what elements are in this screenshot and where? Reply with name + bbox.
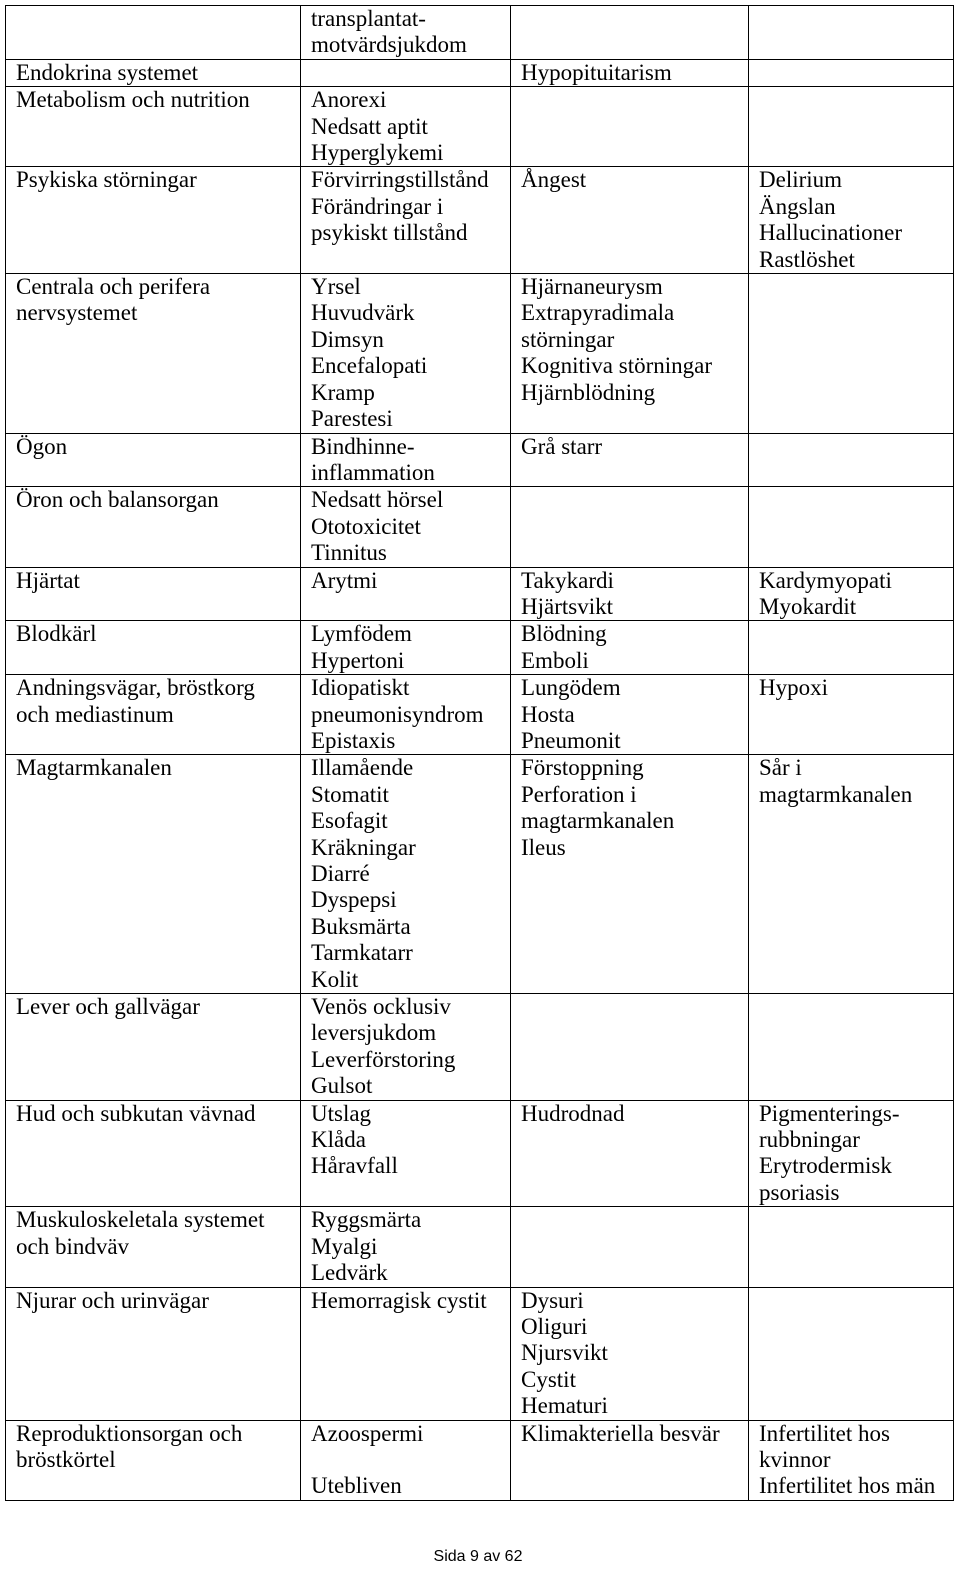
- organ-system-cell: Lever och gallvägar: [6, 994, 301, 1101]
- effects-col4-cell: Hypoxi: [749, 675, 954, 755]
- effects-col3-cell: Hjärnaneurysm Extrapyradimala störningar Kognitiva störningar Hjärnblödning: [511, 274, 749, 433]
- organ-system-cell: Hud och subkutan vävnad: [6, 1100, 301, 1207]
- table-row: [6, 994, 954, 1101]
- effects-col3-cell: Klimakteriella besvär: [511, 1420, 749, 1500]
- table-row: [6, 6, 954, 60]
- table-row: [6, 433, 954, 487]
- effects-col4-cell: [749, 487, 954, 567]
- effects-col3-cell: Dysuri Oliguri Njursvikt Cystit Hematuri: [511, 1287, 749, 1420]
- organ-system-cell: Centrala och perifera nervsystemet: [6, 274, 301, 433]
- effects-col3-cell: Hudrodnad: [511, 1100, 749, 1207]
- table-row: [6, 675, 954, 755]
- effects-col3-cell: [511, 87, 749, 167]
- organ-system-cell: Njurar och urinvägar: [6, 1287, 301, 1420]
- effects-col4-cell: [749, 1207, 954, 1287]
- organ-system-cell: Ögon: [6, 433, 301, 487]
- table-row: [6, 167, 954, 274]
- organ-system-cell: Muskuloskeletala systemet och bindväv: [6, 1207, 301, 1287]
- effects-col2-cell: Anorexi Nedsatt aptit Hyperglykemi: [301, 87, 511, 167]
- effects-col2-cell: Bindhinne- inflammation: [301, 433, 511, 487]
- effects-col2-cell: Utslag Klåda Håravfall: [301, 1100, 511, 1207]
- effects-col3-cell: [511, 487, 749, 567]
- organ-system-cell: Blodkärl: [6, 621, 301, 675]
- effects-col2-cell: [301, 59, 511, 86]
- effects-col4-cell: Sår i magtarmkanalen: [749, 755, 954, 994]
- organ-system-cell: Reproduktionsorgan och bröstkörtel: [6, 1420, 301, 1500]
- organ-system-cell: Andningsvägar, bröstkorg och mediastinum: [6, 675, 301, 755]
- effects-col2-cell: Ryggsmärta Myalgi Ledvärk: [301, 1207, 511, 1287]
- effects-col3-cell: [511, 994, 749, 1101]
- organ-system-cell: Magtarmkanalen: [6, 755, 301, 994]
- effects-col3-cell: Grå starr: [511, 433, 749, 487]
- effects-col4-cell: [749, 621, 954, 675]
- effects-col4-cell: [749, 59, 954, 86]
- effects-col2-cell: Venös ocklusiv leversjukdom Leverförstoring Gulsot: [301, 994, 511, 1101]
- effects-col3-cell: Lungödem Hosta Pneumonit: [511, 675, 749, 755]
- effects-col2-cell: Arytmi: [301, 567, 511, 621]
- table-row: [6, 59, 954, 86]
- table-row: [6, 1420, 954, 1500]
- effects-col3-cell: Förstoppning Perforation i magtarmkanalen Ileus: [511, 755, 749, 994]
- effects-col4-cell: [749, 274, 954, 433]
- effects-col4-cell: [749, 1287, 954, 1420]
- effects-col4-cell: [749, 87, 954, 167]
- table-row: [6, 1207, 954, 1287]
- effects-col4-cell: Kardymyopati Myokardit: [749, 567, 954, 621]
- effects-col3-cell: Blödning Emboli: [511, 621, 749, 675]
- effects-col4-cell: [749, 6, 954, 60]
- table-row: [6, 487, 954, 567]
- effects-col3-cell: Takykardi Hjärtsvikt: [511, 567, 749, 621]
- effects-col2-cell: Förvirringstillstånd Förändringar i psykiskt tillstånd: [301, 167, 511, 274]
- table-row: [6, 274, 954, 433]
- effects-col4-cell: Delirium Ängslan Hallucinationer Rastlöshet: [749, 167, 954, 274]
- effects-col2-cell: Idiopatiskt pneumonisyndrom Epistaxis: [301, 675, 511, 755]
- table-row: [6, 1287, 954, 1420]
- table-row: [6, 755, 954, 994]
- organ-system-cell: Metabolism och nutrition: [6, 87, 301, 167]
- adverse-effects-table: [5, 5, 954, 1501]
- effects-col3-cell: Hypopituitarism: [511, 59, 749, 86]
- page-number-footer: Sida 9 av 62: [433, 1548, 523, 1565]
- effects-col4-cell: [749, 433, 954, 487]
- effects-col2-cell: transplantat- motvärdsjukdom: [301, 6, 511, 60]
- effects-col2-cell: Illamående Stomatit Esofagit Kräkningar Diarré Dyspepsi Buksmärta Tarmkatarr Kolit: [301, 755, 511, 994]
- organ-system-cell: [6, 6, 301, 60]
- effects-col2-cell: Yrsel Huvudvärk Dimsyn Encefalopati Kramp Parestesi: [301, 274, 511, 433]
- organ-system-cell: Hjärtat: [6, 567, 301, 621]
- effects-col2-cell: Azoospermi Utebliven: [301, 1420, 511, 1500]
- table-row: [6, 621, 954, 675]
- effects-col3-cell: [511, 1207, 749, 1287]
- effects-col2-cell: Lymfödem Hypertoni: [301, 621, 511, 675]
- organ-system-cell: Öron och balansorgan: [6, 487, 301, 567]
- effects-col4-cell: Infertilitet hos kvinnor Infertilitet hos män: [749, 1420, 954, 1500]
- effects-col4-cell: Pigmenterings- rubbningar Erytrodermisk psoriasis: [749, 1100, 954, 1207]
- table-row: [6, 1100, 954, 1207]
- organ-system-cell: Psykiska störningar: [6, 167, 301, 274]
- effects-col2-cell: Hemorragisk cystit: [301, 1287, 511, 1420]
- organ-system-cell: Endokrina systemet: [6, 59, 301, 86]
- effects-col3-cell: Ångest: [511, 167, 749, 274]
- effects-col3-cell: [511, 6, 749, 60]
- table-row: [6, 567, 954, 621]
- effects-col2-cell: Nedsatt hörsel Ototoxicitet Tinnitus: [301, 487, 511, 567]
- effects-col4-cell: [749, 994, 954, 1101]
- table-row: [6, 87, 954, 167]
